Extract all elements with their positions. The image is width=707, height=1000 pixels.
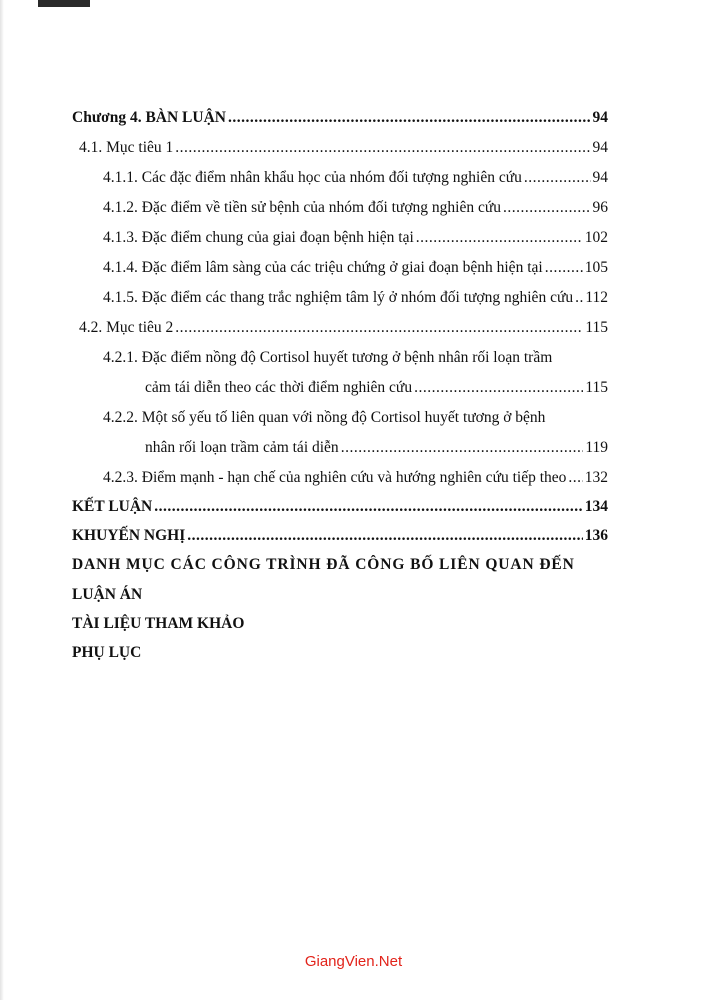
scan-corner-mark: [38, 0, 90, 7]
toc-page-number: 115: [585, 319, 608, 336]
toc-khuyen-nghi[interactable]: [72, 527, 608, 545]
toc-dot-leader: [575, 289, 583, 307]
toc-entry-label-continued: cảm tái diễn theo các thời điểm nghiên cứu: [145, 379, 413, 396]
toc-dot-leader: [545, 259, 583, 277]
toc-page-number: 105: [584, 259, 608, 276]
toc-entry-label: 4.1.4. Đặc điểm lâm sàng của các triệu chứng ở giai đoạn bệnh hiện tại: [103, 259, 543, 276]
toc-dot-leader: [187, 527, 583, 545]
toc-page-number: 132: [584, 469, 608, 486]
toc-dot-leader: [568, 469, 582, 487]
toc-section-4-1-2[interactable]: [103, 199, 608, 217]
toc-page-number: 96: [592, 199, 608, 216]
toc-entry-label: 4.1.3. Đặc điểm chung của giai đoạn bệnh hiện tại: [103, 229, 414, 246]
toc-entry-label: 4.1.5. Đặc điểm các thang trắc nghiệm tâm lý ở nhóm đối tượng nghiên cứu: [103, 289, 574, 306]
toc-entry-label-continued: nhân rối loạn trầm cảm tái diễn: [145, 439, 339, 456]
toc-section-4-2-2[interactable]: [145, 439, 608, 457]
toc-section-4-2[interactable]: [79, 319, 608, 337]
toc-page-number: 119: [585, 439, 608, 456]
toc-entry-label: KHUYẾN NGHỊ: [72, 527, 186, 544]
toc-page-number: 94: [592, 109, 608, 126]
toc-dot-leader: [175, 139, 590, 157]
toc-dot-leader: [228, 109, 591, 127]
toc-dot-leader: [524, 169, 591, 187]
toc-entry-label: 4.1.1. Các đặc điểm nhân khẩu học của nhóm đối tượng nghiên cứu: [103, 169, 522, 186]
page-edge-shadow: [0, 0, 4, 1000]
toc-section-4-1-3[interactable]: [103, 229, 608, 247]
toc-entry-label: 4.1.2. Đặc điểm về tiền sử bệnh của nhóm đối tượng nghiên cứu: [103, 199, 501, 216]
toc-dot-leader: [154, 498, 583, 516]
toc-phu-luc[interactable]: PHỤ LỤC: [72, 644, 142, 661]
toc-page-number: 136: [584, 527, 608, 544]
toc-page-number: 102: [584, 229, 608, 246]
toc-danh-muc-line1[interactable]: DANH MỤC CÁC CÔNG TRÌNH ĐÃ CÔNG BỐ LIÊN QUAN ĐẾN: [72, 556, 575, 573]
toc-entry-label: 4.2.3. Điểm mạnh - hạn chế của nghiên cứu và hướng nghiên cứu tiếp theo: [103, 469, 567, 486]
toc-entry-label: Chương 4. BÀN LUẬN: [72, 109, 226, 126]
toc-danh-muc-line2[interactable]: LUẬN ÁN: [72, 586, 143, 603]
toc-section-4-2-1[interactable]: [145, 379, 608, 397]
toc-section-4-1-5[interactable]: [103, 289, 608, 307]
toc-section-4-1-1[interactable]: [103, 169, 608, 187]
toc-page-number: 134: [584, 498, 608, 515]
toc-tai-lieu-tham-khao[interactable]: TÀI LIỆU THAM KHẢO: [72, 615, 245, 632]
toc-page-number: 112: [585, 289, 608, 306]
toc-section-4-2-1-line1[interactable]: 4.2.1. Đặc điểm nồng độ Cortisol huyết tương ở bệnh nhân rối loạn trầm: [103, 349, 553, 366]
toc-section-4-1-4[interactable]: [103, 259, 608, 277]
toc-page-number: 115: [585, 379, 608, 396]
toc-section-4-2-3[interactable]: [103, 469, 608, 487]
toc-entry-label: 4.2. Mục tiêu 2: [79, 319, 174, 336]
toc-chapter-4[interactable]: [72, 109, 608, 127]
toc-entry-label: 4.1. Mục tiêu 1: [79, 139, 174, 156]
toc-page-number: 94: [592, 169, 608, 186]
watermark-footer: GiangVien.Net: [304, 953, 403, 970]
toc-page-number: 94: [592, 139, 608, 156]
toc-dot-leader: [414, 379, 583, 397]
toc-dot-leader: [503, 199, 591, 217]
toc-section-4-1[interactable]: [79, 139, 608, 157]
toc-dot-leader: [175, 319, 583, 337]
toc-ket-luan[interactable]: [72, 498, 608, 516]
toc-section-4-2-2-line1[interactable]: 4.2.2. Một số yếu tố liên quan với nồng độ Cortisol huyết tương ở bệnh: [103, 409, 546, 426]
toc-dot-leader: [416, 229, 583, 247]
toc-dot-leader: [341, 439, 584, 457]
toc-entry-label: KẾT LUẬN: [72, 498, 153, 515]
